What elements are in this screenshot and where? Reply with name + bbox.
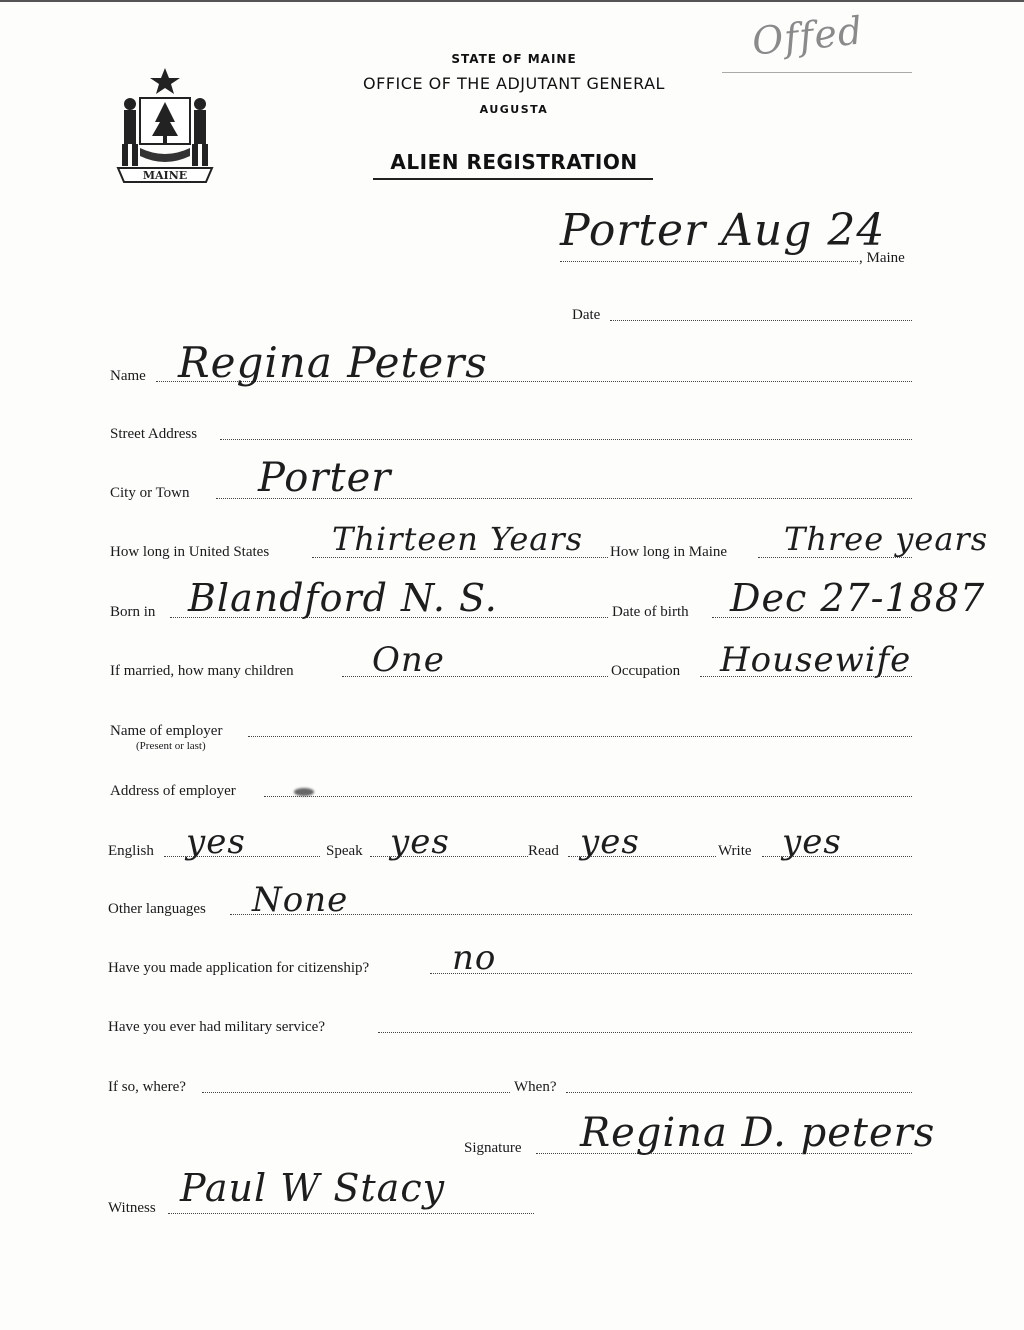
date-label: Date: [572, 307, 601, 323]
english-label: English: [108, 843, 154, 859]
occupation-value: Housewife: [720, 640, 912, 680]
signature-label: Signature: [464, 1140, 522, 1156]
scan-border: [0, 0, 1024, 2]
form-title-underline: [373, 178, 653, 180]
other-languages-value: None: [252, 880, 349, 920]
header-city: AUGUSTA: [479, 103, 549, 116]
citizenship-value: no: [452, 938, 497, 978]
maine-duration-value: Three years: [784, 520, 989, 558]
employer-name-label: Name of employer: [110, 723, 223, 739]
form-title: ALIEN REGISTRATION: [390, 150, 638, 174]
employer-address-field: [264, 796, 912, 797]
write-label: Write: [718, 843, 752, 859]
seal-banner-text: MAINE: [142, 169, 188, 182]
maine-state-seal-icon: [110, 64, 220, 186]
service-when-label: When?: [514, 1079, 557, 1095]
witness-field: [168, 1213, 534, 1214]
street-address-label: Street Address: [110, 426, 198, 442]
header-state: STATE OF MAINE: [451, 52, 577, 66]
corner-pencil-note: Offed: [750, 8, 866, 64]
service-where-field: [202, 1092, 510, 1093]
occupation-label: Occupation: [611, 663, 681, 679]
location-line: [560, 261, 858, 262]
military-service-field: [378, 1032, 912, 1033]
date-of-birth-label: Date of birth: [612, 604, 689, 620]
city-value: Porter: [258, 455, 392, 501]
speak-label: Speak: [326, 843, 363, 859]
date-of-birth-value: Dec 27-1887: [730, 576, 986, 620]
employer-name-field: [248, 736, 912, 737]
military-service-label: Have you ever had military service?: [108, 1019, 325, 1035]
speak-value: yes: [390, 822, 450, 862]
maine-duration-label: How long in Maine: [610, 544, 728, 560]
write-value: yes: [782, 822, 842, 862]
employer-name-sublabel: (Present or last): [136, 740, 206, 752]
name-label: Name: [110, 368, 146, 384]
ink-blot: [294, 788, 314, 796]
other-languages-label: Other languages: [108, 901, 206, 917]
citizenship-field: [430, 973, 912, 974]
employer-address-label: Address of employer: [110, 783, 236, 799]
date-field: [610, 320, 912, 321]
citizenship-label: Have you made application for citizenship?: [108, 960, 370, 976]
header-office: OFFICE OF THE ADJUTANT GENERAL: [363, 74, 665, 93]
service-when-field: [566, 1092, 912, 1093]
city-label: City or Town: [110, 485, 190, 501]
children-value: One: [372, 640, 445, 680]
name-value: Regina Peters: [178, 338, 488, 387]
location-handwritten: Porter Aug 24: [560, 205, 886, 256]
street-address-field: [220, 439, 912, 440]
witness-value: Paul W Stacy: [180, 1166, 446, 1210]
english-value: yes: [186, 822, 246, 862]
birthplace-label: Born in: [110, 604, 156, 620]
location-suffix: , Maine: [859, 250, 905, 266]
witness-label: Witness: [108, 1200, 156, 1216]
children-label: If married, how many children: [110, 663, 294, 679]
read-value: yes: [580, 822, 640, 862]
corner-note-underline: [722, 72, 912, 73]
signature-value: Regina D. peters: [580, 1110, 936, 1156]
us-duration-label: How long in United States: [110, 544, 270, 560]
service-where-label: If so, where?: [108, 1079, 186, 1095]
read-label: Read: [528, 843, 559, 859]
us-duration-value: Thirteen Years: [332, 520, 584, 558]
birthplace-value: Blandford N. S.: [188, 576, 498, 620]
